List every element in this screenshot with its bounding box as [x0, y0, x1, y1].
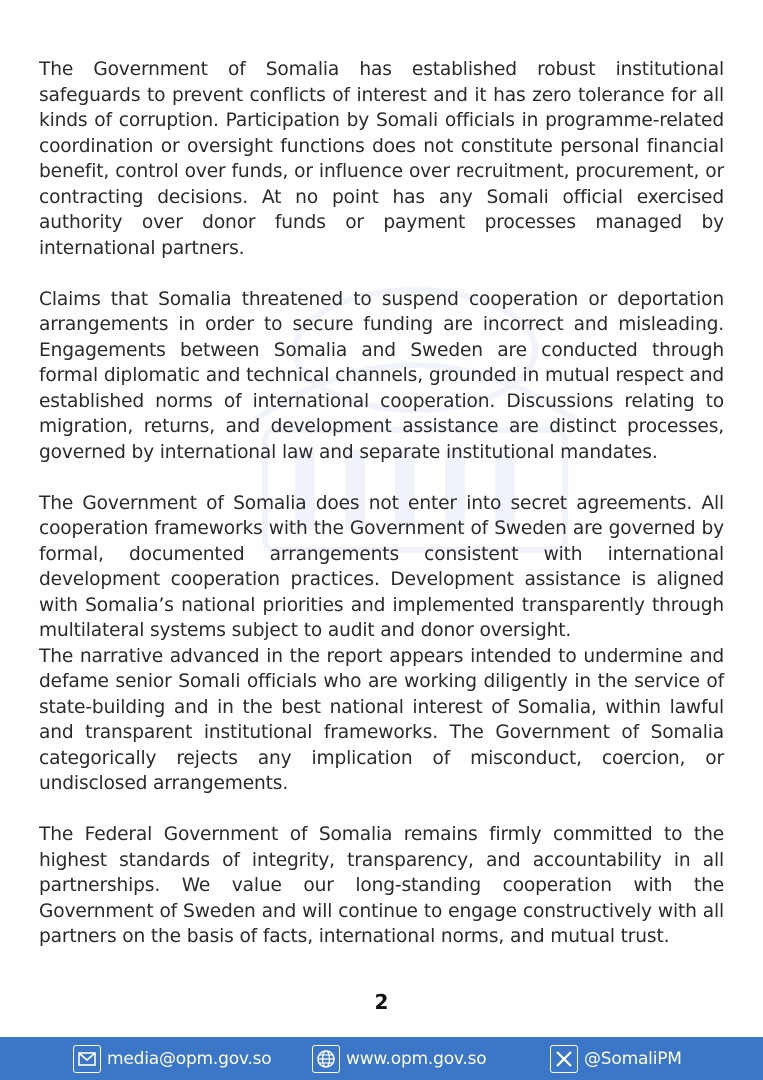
mail-icon	[73, 1045, 101, 1073]
contact-footer	[0, 1037, 763, 1080]
x-logo-icon	[550, 1045, 578, 1073]
document-body	[39, 57, 724, 950]
email-text: media@opm.gov.so	[107, 1048, 272, 1069]
email-link[interactable]	[73, 1037, 272, 1080]
website-text: www.opm.gov.so	[346, 1048, 487, 1069]
paragraph: The Government of Somalia does not enter into secret agreements. All cooperation frameworks with the Government of Sweden are governed by formal, documented arrangements consistent with international development cooperation practices. Development assistance is aligned with Somalia’s national priorities and implemented transparently through multilateral systems subject to audit and donor oversight.	[39, 492, 724, 641]
paragraph: The Government of Somalia has established robust institutional safeguards to prevent conflicts of interest and it has zero tolerance for all kinds of corruption. Participation by Somali officials in programme-related coordination or oversight functions does not constitute personal financial benefit, control over funds, or influence over recruitment, procurement, or contracting decisions. At no point has any Somali official exercised authority over donor funds or payment processes managed by international partners.	[39, 59, 724, 259]
paragraph: The Federal Government of Somalia remains firmly committed to the highest standards of integrity, transparency, and accountability in all partnerships. We value our long-standing cooperation with the Government of Sweden and will continue to engage constructively with all partners on the basis of facts, international norms, and mutual trust.	[39, 824, 724, 947]
paragraph: Claims that Somalia threatened to suspend cooperation or deportation arrangements in order to secure funding are incorrect and misleading. Engagements between Somalia and Sweden are conducted through formal diplomatic and technical channels, grounded in mutual respect and established norms of international cooperation. Discussions relating to migration, returns, and development assistance are distinct processes, governed by international law and separate institutional mandates.	[39, 288, 724, 463]
website-link[interactable]	[312, 1037, 487, 1080]
globe-icon	[312, 1045, 340, 1073]
social-handle: @SomaliPM	[584, 1048, 682, 1069]
social-link[interactable]	[550, 1037, 682, 1080]
page-number: 2	[374, 990, 389, 1014]
paragraph: The narrative advanced in the report appears intended to undermine and defame senior Somali officials who are working diligently in the service of state-building and in the best national interest of Somalia, within lawful and transparent institutional frameworks. The Government of Somalia categorically rejects any implication of misconduct, coercion, or undisclosed arrangements.	[39, 645, 724, 794]
